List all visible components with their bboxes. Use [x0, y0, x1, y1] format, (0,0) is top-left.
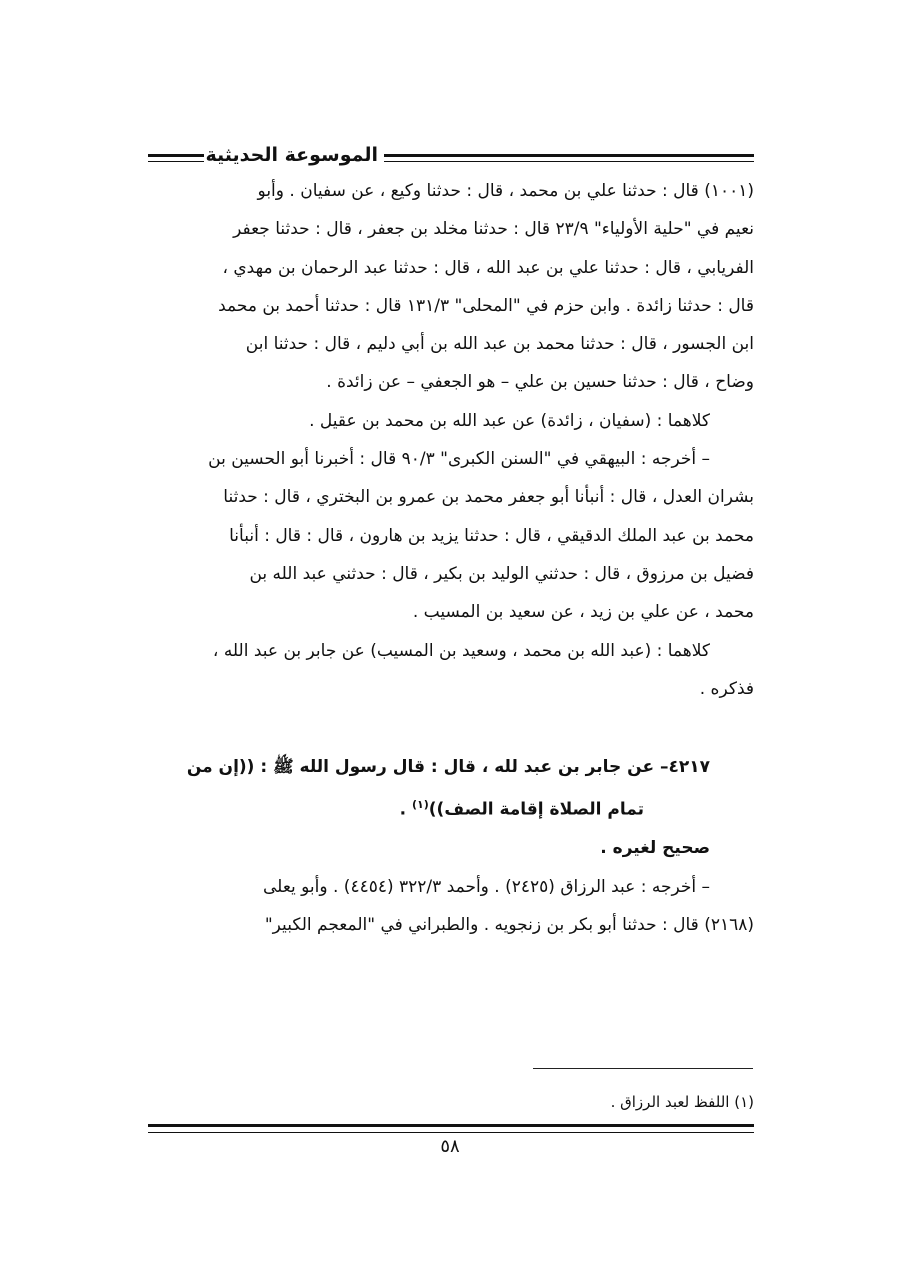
text-line: الفريابي ، قال : حدثنا علي بن عبد الله ، قال : حدثنا عبد الرحمان بن مهدي ،: [222, 257, 754, 278]
header-rule-left: [148, 154, 204, 162]
text-line: محمد بن عبد الملك الدقيقي ، قال : حدثنا يزيد بن هارون ، قال : قال : أنبأنا: [229, 525, 754, 546]
header-rule-right: [384, 154, 754, 162]
text-line: فذكره .: [699, 678, 754, 699]
page-number: ٥٨: [440, 1136, 460, 1157]
page-footer-rule: [148, 1124, 754, 1133]
text-line: – أخرجه : عبد الرزاق (٢٤٢٥) . وأحمد ٣٢٢/٣ (٤٤٥٤) . وأبو يعلى: [263, 876, 710, 897]
footnote-ref: (١): [412, 798, 429, 812]
footnote-separator: [533, 1068, 753, 1069]
text-line: (١٠٠١) قال : حدثنا علي بن محمد ، قال : حدثنا وكيع ، عن سفيان . وأبو: [257, 181, 754, 201]
hadith-text-line: تمام الصلاة إقامة الصف)): [428, 800, 644, 821]
hadith-text: ٤٢١٧– عن جابر بن عبد لله ، قال : قال رسول الله ﷺ : ((إن من: [186, 757, 710, 778]
text-line: كلاهما : (عبد الله بن محمد ، وسعيد بن المسيب) عن جابر بن عبد الله ،: [212, 640, 710, 661]
header-title: الموسوعة الحديثية: [205, 144, 378, 166]
text-line: وضاح ، قال : حدثنا حسين بن علي – هو الجعفي – عن زائدة .: [326, 372, 754, 393]
text-line: فضيل بن مرزوق ، قال : حدثني الوليد بن بكير ، قال : حدثني عبد الله بن: [249, 563, 754, 584]
text-line: محمد ، عن علي بن زيد ، عن سعيد بن المسيب .: [412, 602, 754, 623]
page-body: [148, 172, 754, 944]
text-line: نعيم في "حلية الأولياء" ٢٣/٩ قال : حدثنا مخلد بن جعفر ، قال : حدثنا جعفر: [233, 219, 754, 240]
kilahuma-paragraph: كلاهما : (سفيان ، زائدة) عن عبد الله بن محمد بن عقيل .: [309, 410, 710, 431]
text-line: بشران العدل ، قال : أنبأنا أبو جعفر محمد بن عمرو بن البختري ، قال : حدثنا: [223, 487, 754, 508]
text-line: – أخرجه : البيهقي في "السنن الكبرى" ٩٠/٣ قال : أخبرنا أبو الحسين بن: [208, 449, 710, 470]
text-line: (٢١٦٨) قال : حدثنا أبو بكر بن زنجويه . والطبراني في "المعجم الكبير": [264, 915, 754, 935]
text-line: ابن الجسور ، قال : حدثنا محمد بن عبد الله بن أبي دليم ، قال : حدثنا ابن: [245, 334, 754, 355]
footnote: (١) اللفظ لعبد الرزاق .: [610, 1093, 754, 1111]
hadith-text-continued: [148, 786, 754, 829]
running-header: [148, 140, 754, 170]
hadith-end: .: [399, 800, 412, 821]
grading: صحيح لغيره .: [600, 838, 710, 859]
text-line: قال : حدثنا زائدة . وابن حزم في "المحلى" ١٣١/٣ قال : حدثنا أحمد بن محمد: [218, 295, 754, 316]
